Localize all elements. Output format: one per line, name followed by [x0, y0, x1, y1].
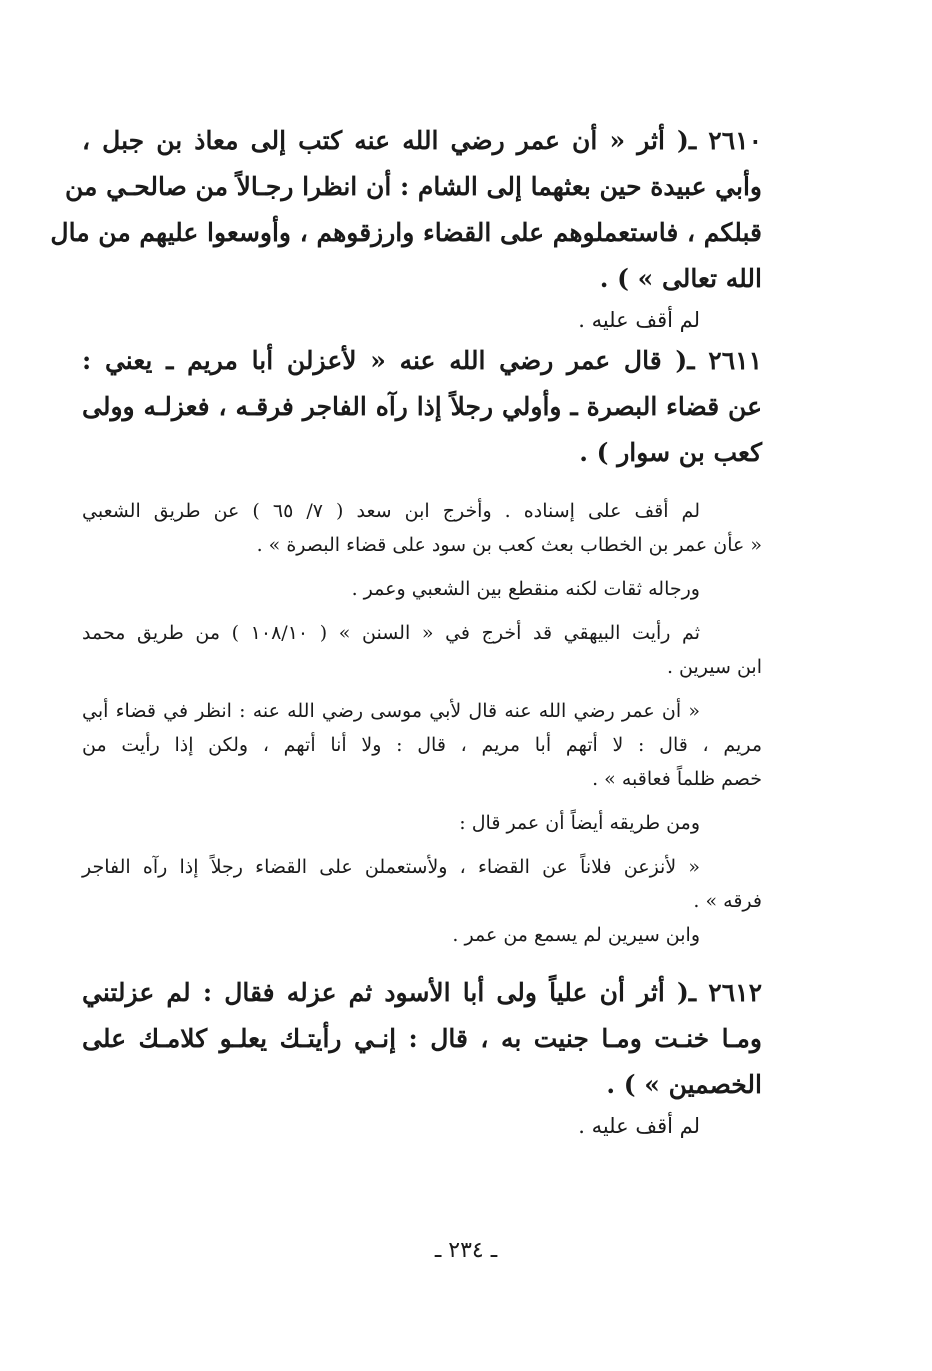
note-line: خصم ظلماً فعاقبه » . — [592, 768, 762, 790]
entry-text-line: ٢٦١٢ ـ( أثر أن علياً ولى أبا الأسود ثم عزله فقال : لم عزلتني — [82, 978, 762, 1007]
page-number: ـ ٢٣٤ ـ — [434, 1238, 498, 1263]
note-paragraph — [82, 918, 762, 952]
entry-2612 — [82, 970, 762, 1144]
note-line: مريم ، قال : لا أتهم أبا مريم ، قال : ولا أنا أتهم ، ولكن إذا رأيت من — [82, 734, 762, 756]
entry-text-line: عن قضاء البصرة ـ وأولي رجلاً إذا رآه الفاجر فرقـه ، فعزلـه وولى — [82, 392, 762, 421]
note-line: « أن عمر رضي الله عنه قال لأبي موسى رضي الله عنه : انظر في قضاء أبي — [82, 700, 700, 722]
entry-text-line: الله تعالى » ) . — [599, 264, 762, 293]
entry-text-line: وأبي عبيدة حين بعثهما إلى الشام : أن انظرا رجـالاً من صالحـي من — [64, 172, 762, 201]
note-paragraph — [82, 616, 762, 684]
entry-text-line: قبلكم ، فاستعملوهم على القضاء وارزقوهم ، وأوسعوا عليهم من مال — [50, 218, 762, 247]
entry-verdict: لم أقف عليه . — [578, 308, 700, 332]
commentary-block — [82, 494, 762, 952]
note-line: فرقه » . — [693, 890, 762, 912]
entry-text-line: كعب بن سوار ) . — [579, 438, 762, 467]
entry-verdict: لم أقف عليه . — [578, 1114, 700, 1138]
document-page — [50, 118, 762, 1144]
entry-text-line: ٢٦١٠ ـ( أثر « أن عمر رضي الله عنه كتب إلى معاذ بن جبل ، — [82, 126, 762, 155]
entry-2611 — [82, 338, 762, 476]
note-line: لم أقف على إسناده . وأخرج ابن سعد ( ٧/ ٦٥ ) عن طريق الشعبي — [82, 500, 700, 522]
note-line: ومن طريقه أيضاً أن عمر قال : — [459, 812, 700, 834]
entry-2610 — [50, 118, 762, 338]
note-line: « عأن عمر بن الخطاب بعث كعب بن سود على قضاء البصرة » . — [256, 534, 762, 556]
entry-text-line: ومـا خنـت ومـا جنيت به ، قال : إنـي رأيتـك يعلـو كلامـك على — [82, 1024, 762, 1053]
entry-text-line: الخصمين » ) . — [606, 1070, 762, 1099]
note-line: « لأنزعن فلاناً عن القضاء ، ولأستعملن على القضاء رجلاً إذا رآه الفاجر — [82, 856, 700, 878]
note-paragraph — [82, 806, 762, 840]
note-paragraph — [82, 572, 762, 606]
note-paragraph — [82, 850, 762, 918]
note-line: وابن سيرين لم يسمع من عمر . — [452, 924, 700, 946]
note-paragraph — [82, 494, 762, 562]
note-line: ابن سيرين . — [666, 656, 762, 678]
note-paragraph — [82, 694, 762, 796]
entry-text-line: ٢٦١١ ـ( قال عمر رضي الله عنه « لأعزلن أبا مريم ـ يعني : — [82, 346, 762, 375]
note-line: ورجاله ثقات لكنه منقطع بين الشعبي وعمر . — [351, 578, 700, 600]
note-line: ثم رأيت البيهقي قد أخرج في « السنن » ( ١٠٨/١٠ ) من طريق محمد — [82, 622, 700, 644]
